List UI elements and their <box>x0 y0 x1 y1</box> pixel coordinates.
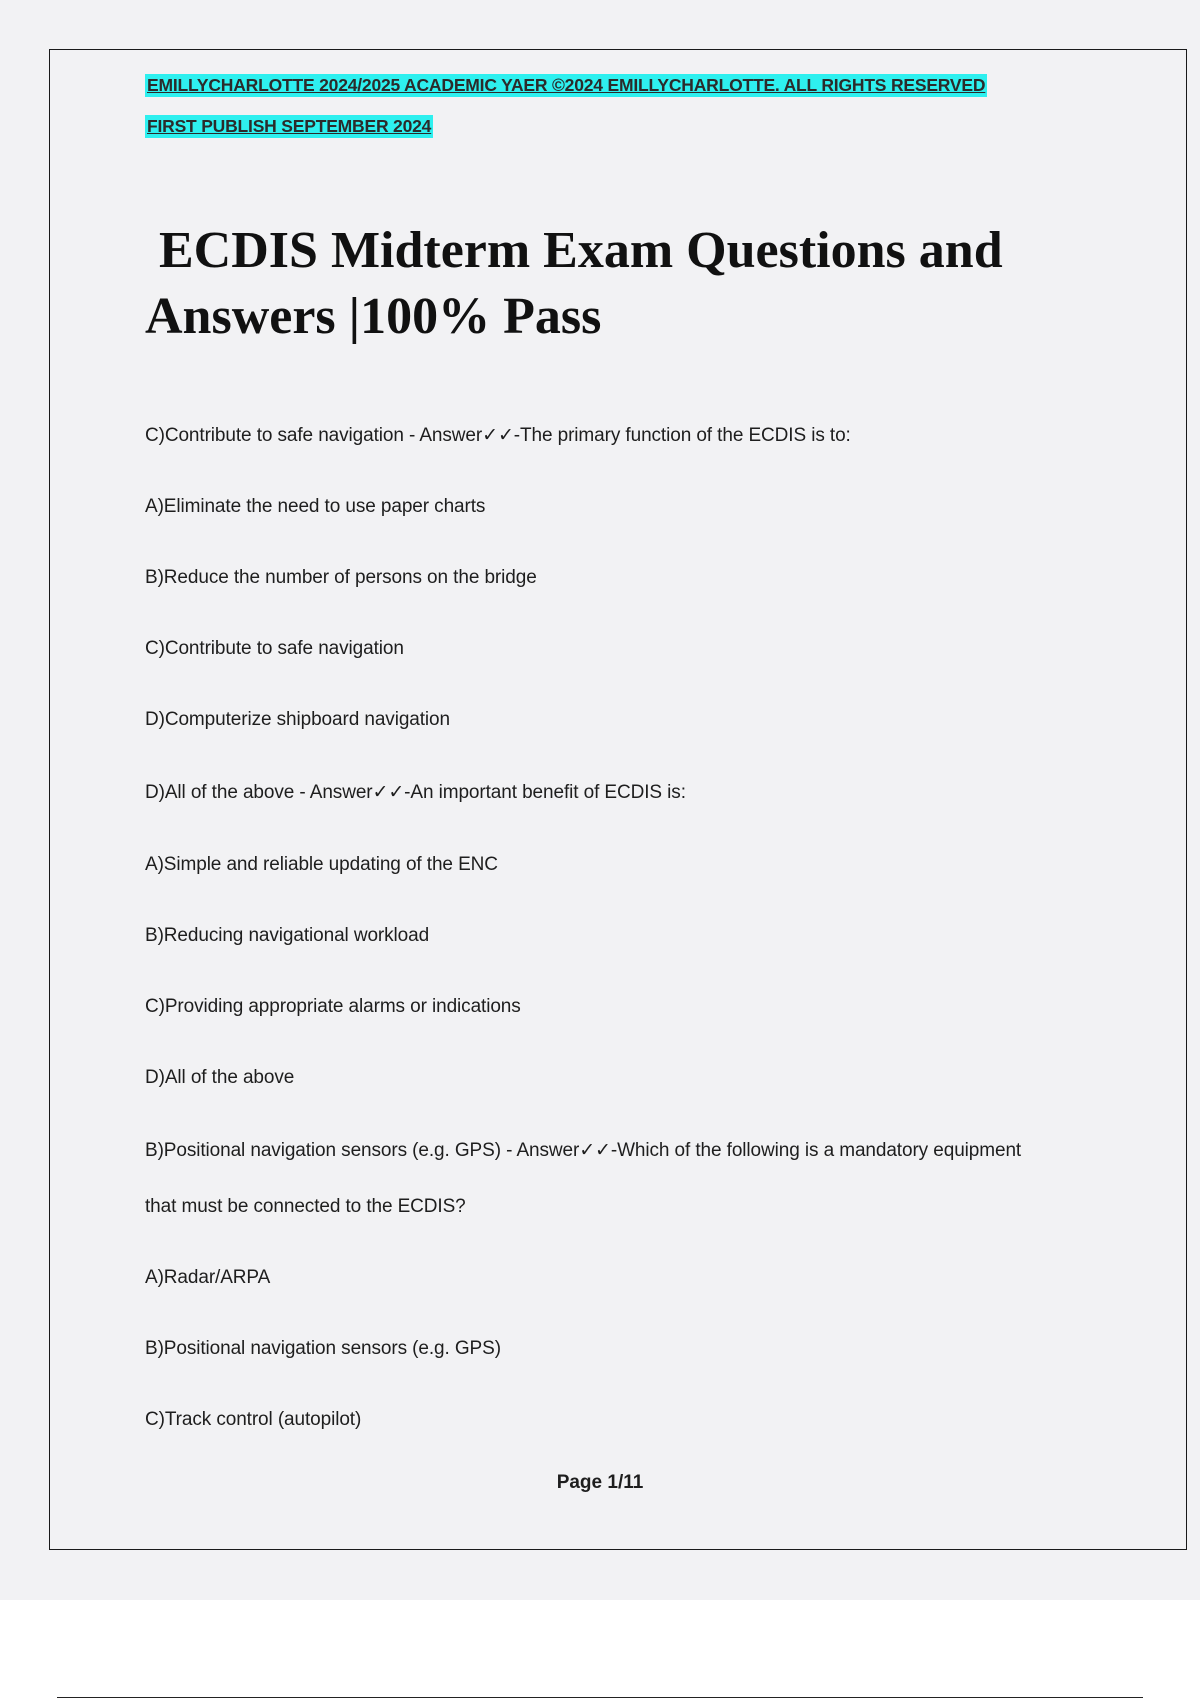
question-answer-line: B)Positional navigation sensors (e.g. GPS) - Answer✓✓-Which of the following is a mandatory equipment <box>145 1140 1022 1161</box>
question-answer-line: C)Contribute to safe navigation - Answer✓✓-The primary function of the ECDIS is to: <box>145 425 851 446</box>
option-line: C)Contribute to safe navigation <box>145 638 404 659</box>
option-line: D)Computerize shipboard navigation <box>145 709 450 730</box>
option-line: B)Reduce the number of persons on the bridge <box>145 567 537 588</box>
option-line: D)All of the above <box>145 1067 295 1088</box>
option-line: A)Simple and reliable updating of the ENC <box>145 854 498 875</box>
option-line: C)Track control (autopilot) <box>145 1409 362 1430</box>
question-continuation-line: that must be connected to the ECDIS? <box>145 1196 466 1217</box>
question-answer-line: D)All of the above - Answer✓✓-An important benefit of ECDIS is: <box>145 782 686 803</box>
document-title <box>145 218 1065 350</box>
next-page-top-rule <box>57 1697 1143 1698</box>
title-line-1: ECDIS Midterm Exam Questions and <box>159 222 1003 279</box>
option-line: B)Reducing navigational workload <box>145 925 430 946</box>
option-line: A)Eliminate the need to use paper charts <box>145 496 486 517</box>
page-number: Page 1/11 <box>556 1472 644 1493</box>
option-line: B)Positional navigation sensors (e.g. GPS) <box>145 1338 501 1359</box>
copyright-header: EMILLYCHARLOTTE 2024/2025 ACADEMIC YAER ©2024 EMILLYCHARLOTTE. ALL RIGHTS RESERVED <box>147 75 986 95</box>
option-line: C)Providing appropriate alarms or indications <box>145 996 521 1017</box>
option-line: A)Radar/ARPA <box>145 1267 271 1288</box>
publish-date-header: FIRST PUBLISH SEPTEMBER 2024 <box>147 116 432 136</box>
title-line-2: Answers |100% Pass <box>145 288 602 345</box>
